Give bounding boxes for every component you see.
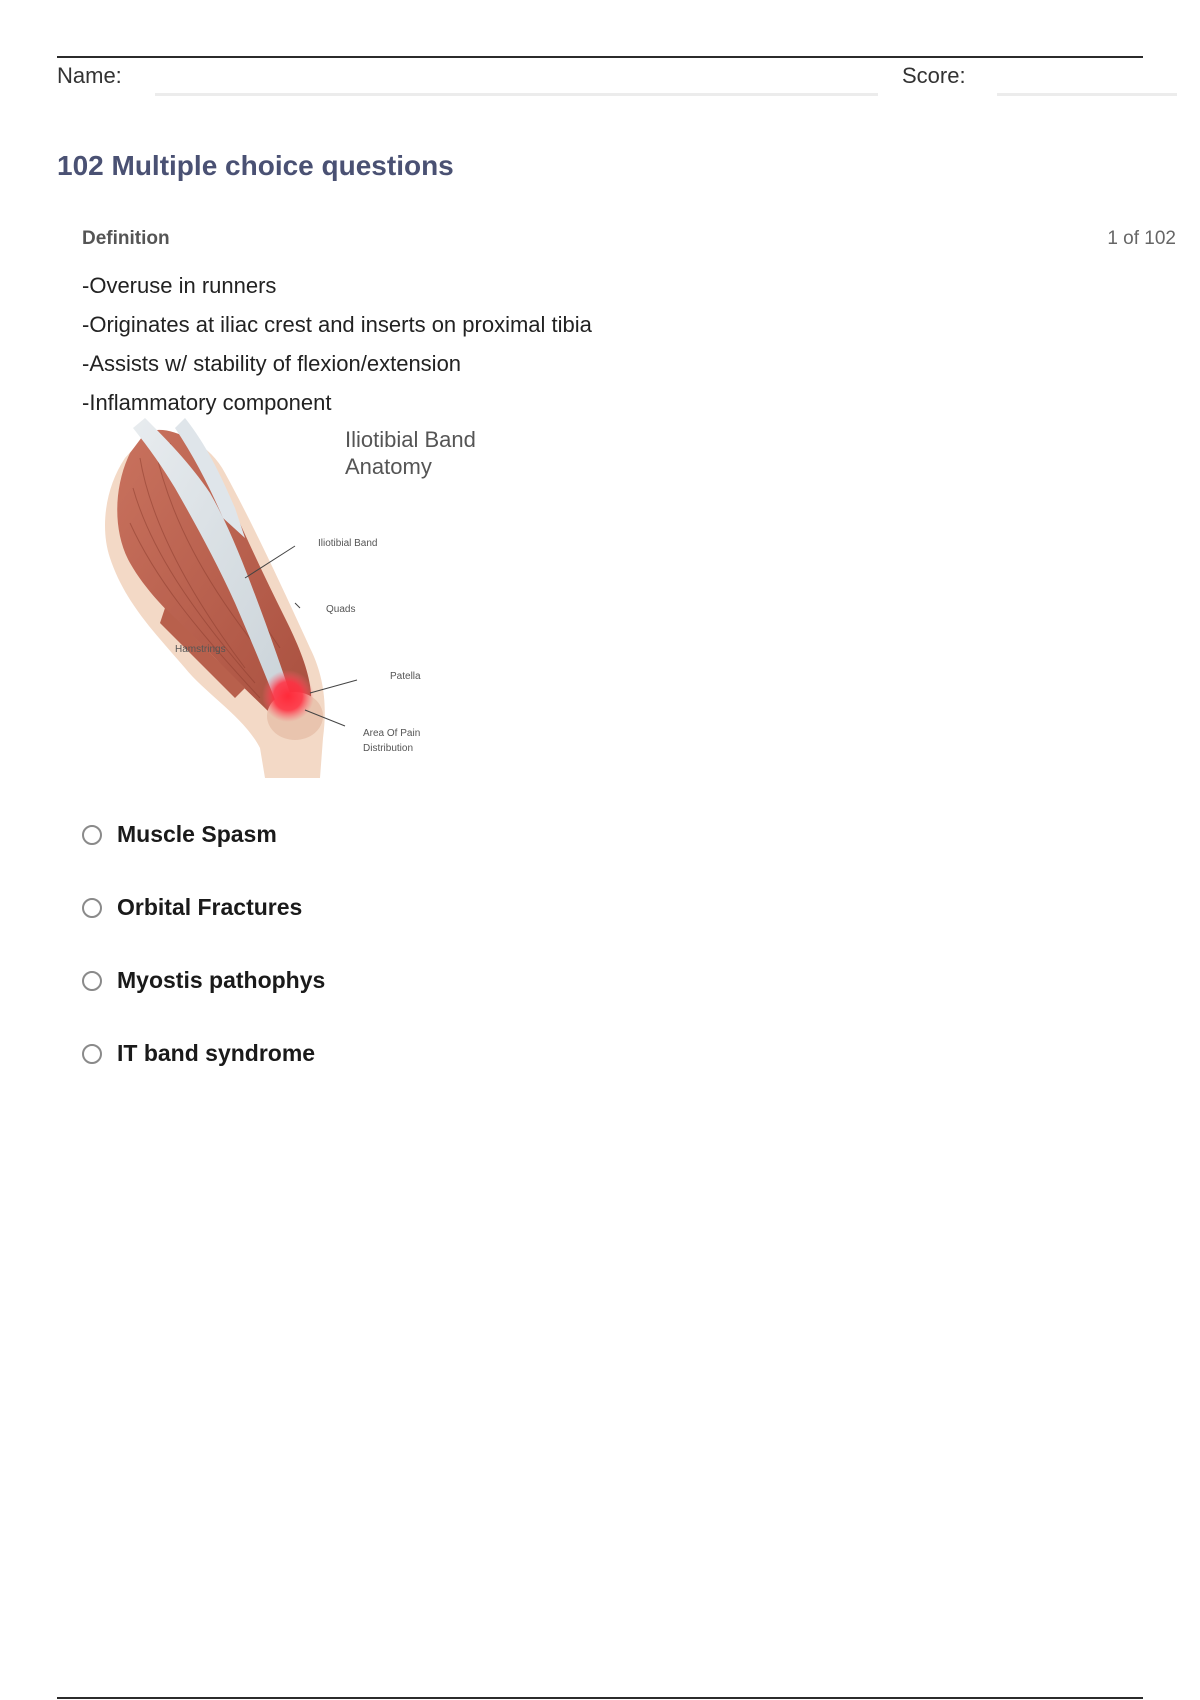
definition-line: -Overuse in runners bbox=[82, 273, 277, 298]
diagram-label-hamstrings: Hamstrings bbox=[175, 644, 226, 655]
diagram-label-quads: Quads bbox=[326, 604, 356, 615]
section-label: Definition bbox=[82, 228, 170, 249]
radio-button[interactable] bbox=[82, 1044, 102, 1064]
definition-text bbox=[82, 266, 592, 422]
bottom-rule bbox=[57, 1697, 1143, 1699]
top-rule bbox=[57, 56, 1143, 58]
diagram-label-iliotibial-band: Iliotibial Band bbox=[318, 538, 378, 549]
definition-line: -Originates at iliac crest and inserts on proximal tibia bbox=[82, 312, 592, 337]
diagram-label-patella: Patella bbox=[390, 671, 421, 682]
answer-option-label: IT band syndrome bbox=[117, 1040, 316, 1066]
definition-line: -Inflammatory component bbox=[82, 390, 332, 415]
answer-option-label: Myostis pathophys bbox=[117, 967, 326, 993]
radio-button[interactable] bbox=[82, 825, 102, 845]
answer-option[interactable] bbox=[82, 818, 325, 851]
radio-button[interactable] bbox=[82, 898, 102, 918]
diagram-label-pain-area-2: Distribution bbox=[363, 743, 414, 754]
answer-option-label: Muscle Spasm bbox=[117, 821, 277, 847]
page-title: 102 Multiple choice questions bbox=[57, 150, 454, 181]
score-field-line[interactable] bbox=[997, 93, 1177, 96]
question-counter: 1 of 102 bbox=[1107, 228, 1176, 249]
answer-option[interactable] bbox=[82, 964, 325, 997]
definition-line: -Assists w/ stability of flexion/extension bbox=[82, 351, 462, 376]
score-label: Score: bbox=[902, 63, 966, 88]
radio-button[interactable] bbox=[82, 971, 102, 991]
diagram-label-pain-area: Area Of Pain bbox=[363, 728, 421, 739]
name-label: Name: bbox=[57, 63, 122, 88]
answer-option-label: Orbital Fractures bbox=[117, 894, 303, 920]
answer-options bbox=[82, 818, 325, 1110]
answer-option[interactable] bbox=[82, 1037, 325, 1070]
answer-option[interactable] bbox=[82, 891, 325, 924]
name-field-line[interactable] bbox=[155, 93, 878, 96]
